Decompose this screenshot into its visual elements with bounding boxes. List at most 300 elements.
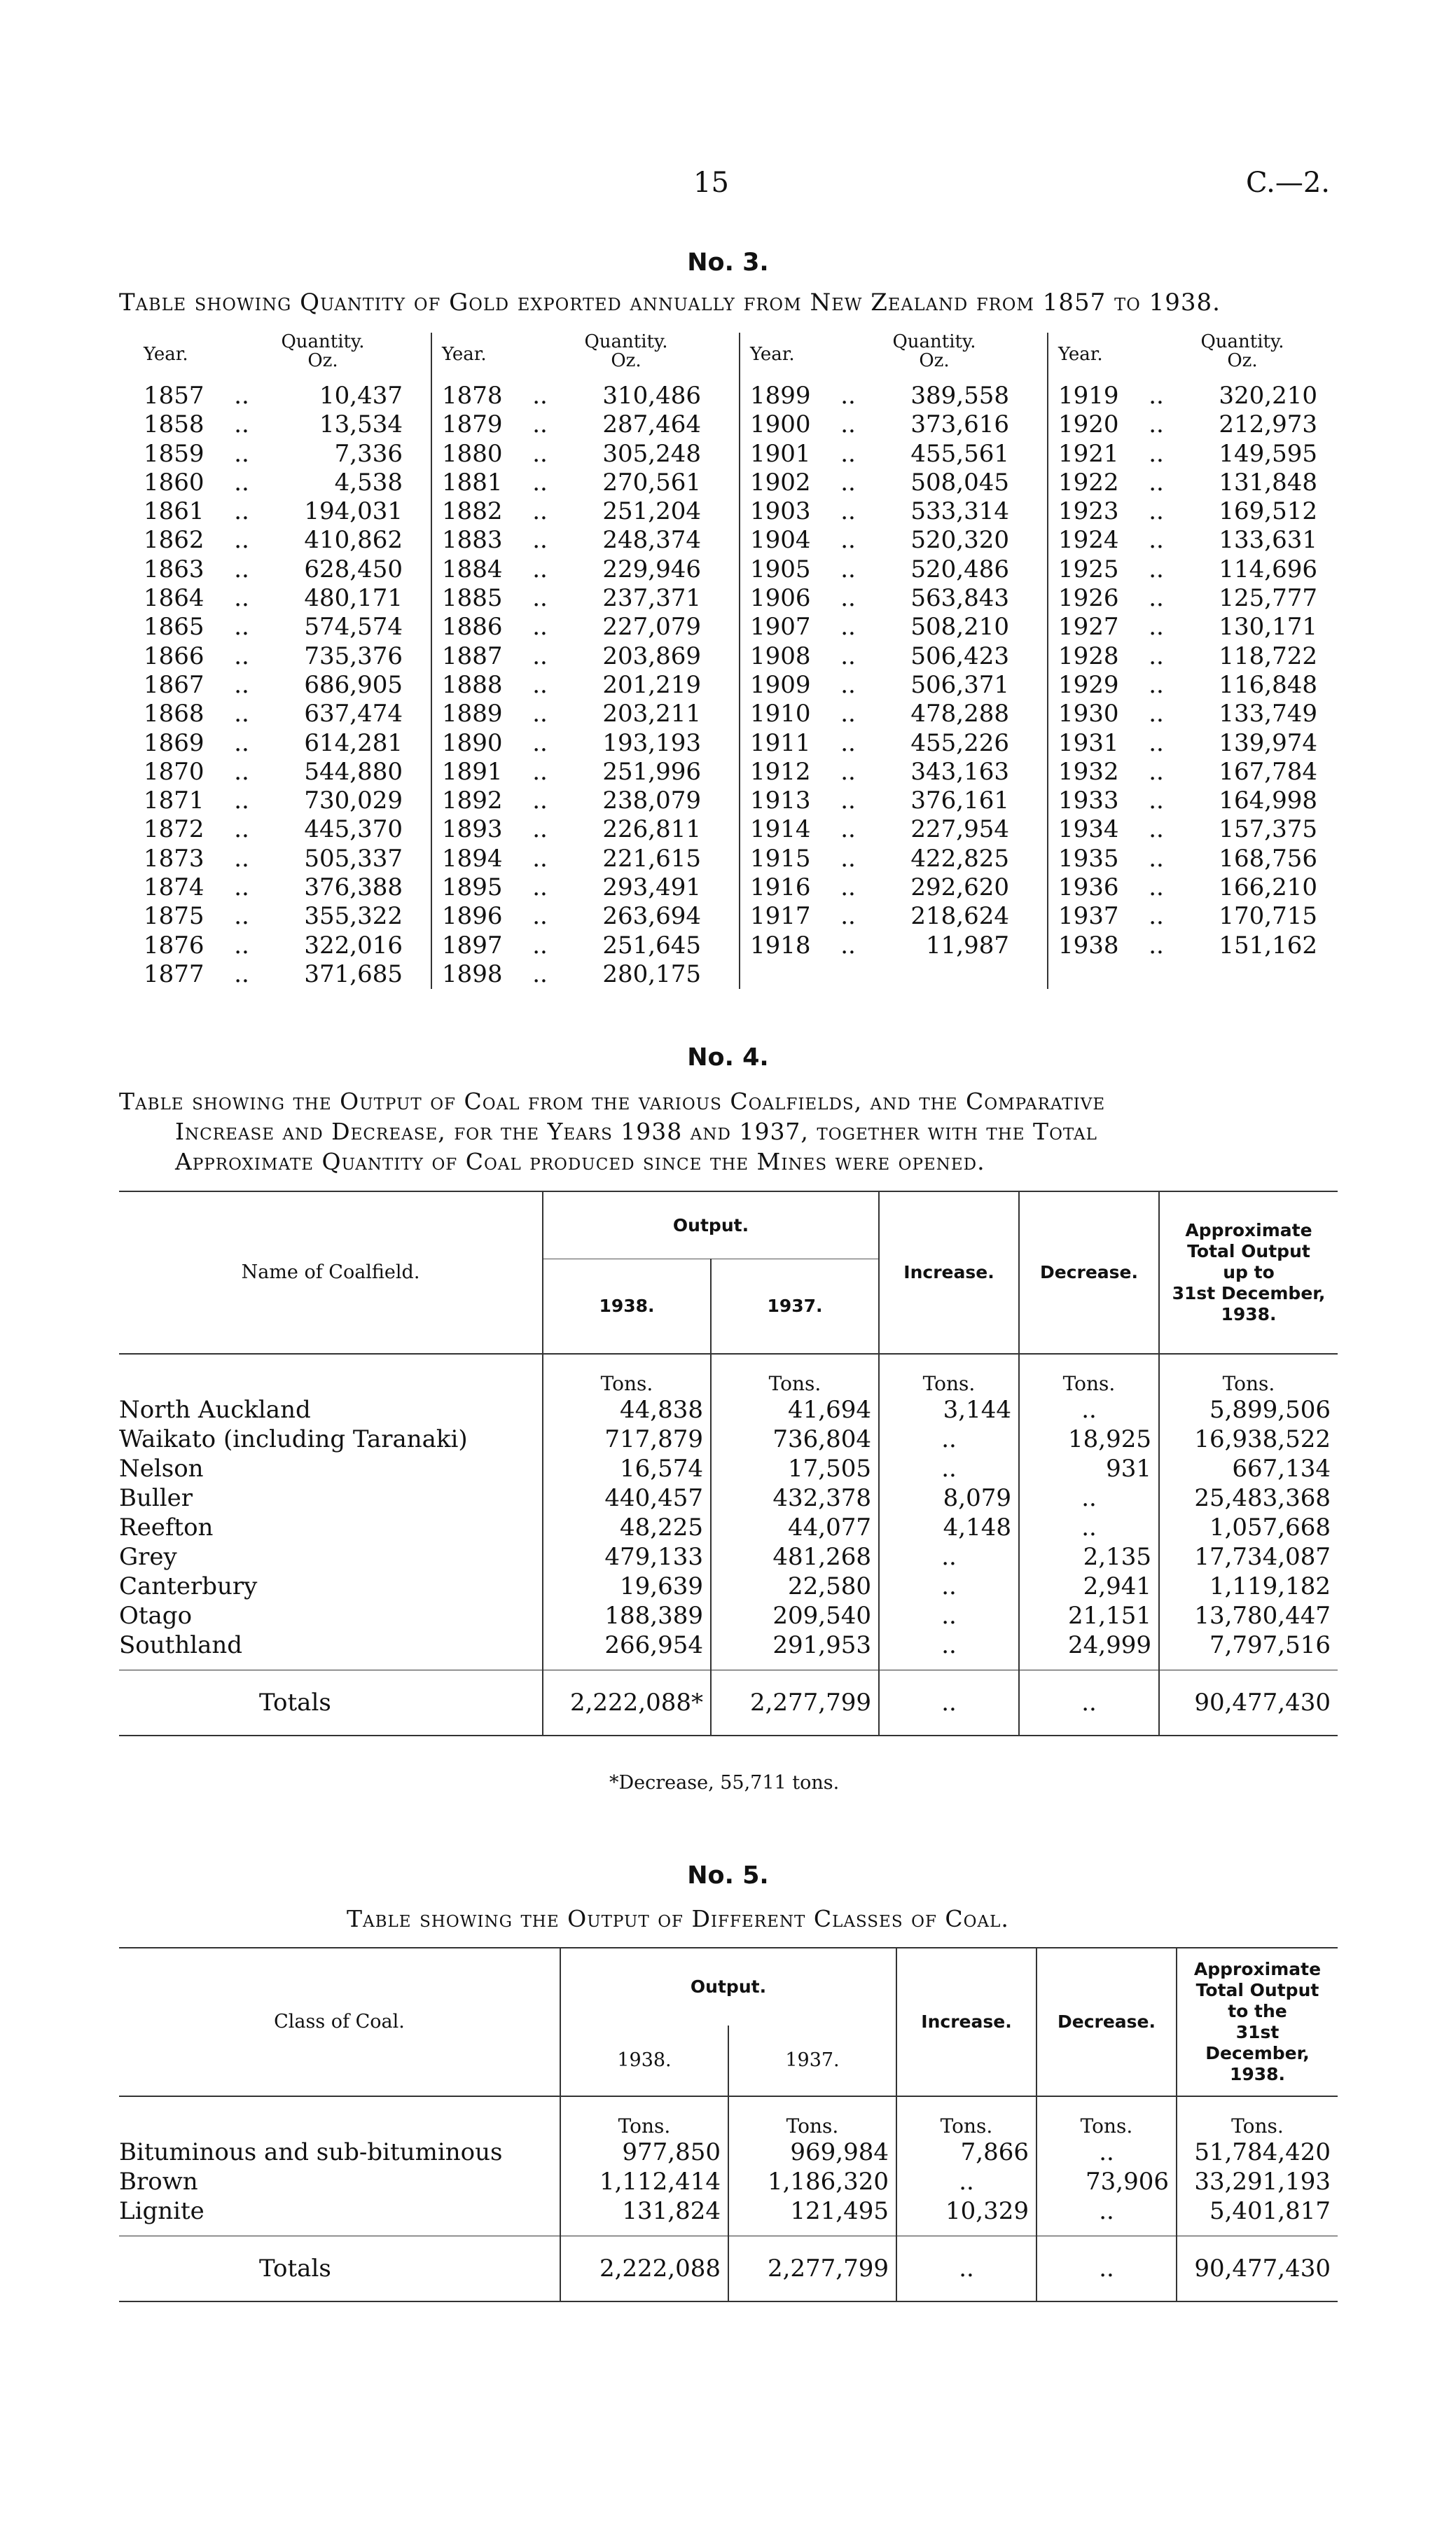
gold-row — [144, 642, 431, 671]
leader-dots: .. — [532, 439, 548, 468]
gold-quantity: 505,337 — [304, 844, 403, 873]
gold-quantity: 637,474 — [304, 700, 403, 728]
coal-output-by-field-table — [119, 1191, 1338, 1736]
leader-dots: .. — [1149, 670, 1164, 699]
table4-caption-line1: Table showing the Output of Coal from the various Coalfields, and the Comparative — [119, 1088, 1106, 1115]
gold-quantity: 7,336 — [334, 439, 403, 468]
gold-quantity: 130,171 — [1219, 613, 1317, 642]
col-decrease-header: Decrease. — [1019, 1191, 1159, 1354]
total-1938: 2,222,088 — [560, 2236, 728, 2302]
leader-dots: .. — [1149, 844, 1164, 873]
gold-quantity: 169,512 — [1219, 497, 1317, 526]
gold-year: 1922 — [1058, 468, 1119, 497]
gold-quantity: 614,281 — [304, 728, 403, 757]
gold-row — [750, 932, 1047, 960]
year-header: Year. — [1058, 344, 1103, 365]
unit-label: Tons. — [896, 2096, 1036, 2138]
output-1937: 121,495 — [728, 2196, 896, 2226]
col-1937-header: 1937. — [728, 2026, 896, 2096]
gold-quantity: 455,561 — [910, 439, 1009, 468]
gold-year: 1919 — [1058, 382, 1119, 410]
col-name-header: Name of Coalfield. — [241, 1261, 420, 1283]
leader-dots: .. — [234, 931, 249, 960]
gold-row — [144, 555, 431, 584]
gold-year: 1896 — [442, 902, 503, 931]
leader-dots: .. — [840, 873, 856, 902]
leader-dots: .. — [1149, 468, 1164, 497]
gold-year: 1874 — [144, 873, 204, 902]
quantity-header — [228, 333, 431, 382]
gold-row — [750, 902, 1047, 931]
output-1938: 977,850 — [560, 2138, 728, 2167]
gold-year: 1936 — [1058, 873, 1119, 902]
leader-dots: .. — [840, 642, 856, 670]
gold-row — [144, 526, 431, 555]
total-output-value: 33,291,193 — [1177, 2167, 1338, 2196]
gold-year: 1858 — [144, 410, 204, 439]
row-name — [119, 2167, 560, 2196]
gold-year: 1911 — [750, 728, 811, 757]
gold-year: 1865 — [144, 613, 204, 642]
gold-year: 1891 — [442, 757, 503, 786]
gold-year: 1932 — [1058, 757, 1119, 786]
gold-quantity: 167,784 — [1219, 757, 1317, 786]
gold-row — [1058, 845, 1355, 873]
gold-row — [1058, 758, 1355, 787]
increase-value: 3,144 — [879, 1395, 1019, 1425]
row-name-text: Canterbury — [119, 1572, 258, 1600]
gold-row — [1058, 729, 1355, 758]
gold-year: 1918 — [750, 931, 811, 960]
output-1937: 736,804 — [711, 1425, 879, 1454]
gold-row — [144, 440, 431, 469]
output-1938: 16,574 — [543, 1454, 711, 1483]
decrease-value: .. — [1019, 1513, 1159, 1542]
year-header: Year. — [750, 344, 795, 365]
col-output-header: Output. — [560, 1948, 896, 2026]
gold-year: 1872 — [144, 815, 204, 844]
leader-dots: .. — [840, 902, 856, 931]
leader-dots: .. — [840, 700, 856, 728]
table5-number: No. 5. — [687, 1862, 769, 1890]
gold-quantity: 227,954 — [910, 815, 1009, 844]
gold-table-block — [431, 333, 739, 989]
row-name — [119, 1630, 543, 1660]
spacer-cell — [1159, 1660, 1338, 1670]
gold-row — [1058, 671, 1355, 700]
gold-quantity: 10,437 — [319, 382, 403, 410]
gold-year: 1884 — [442, 555, 503, 583]
unit-label: Tons. — [543, 1354, 711, 1395]
table-row — [119, 1572, 1338, 1601]
total-header-line: to the — [1228, 2001, 1287, 2021]
gold-year: 1920 — [1058, 410, 1119, 439]
total-output-value: 13,780,447 — [1159, 1601, 1338, 1630]
gold-year: 1927 — [1058, 613, 1119, 642]
totals-row — [119, 1670, 1338, 1736]
gold-quantity: 533,314 — [910, 497, 1009, 526]
leader-dots: .. — [840, 670, 856, 699]
leader-dots: .. — [234, 439, 249, 468]
quantity-header-unit: Oz. — [919, 350, 950, 371]
gold-row — [1058, 613, 1355, 642]
gold-table-header — [750, 333, 1047, 382]
gold-year: 1924 — [1058, 526, 1119, 555]
gold-year: 1881 — [442, 468, 503, 497]
leader-dots: .. — [234, 757, 249, 786]
total-header-line: Approximate — [1193, 1959, 1322, 1979]
gold-quantity: 157,375 — [1219, 815, 1317, 844]
gold-quantity: 238,079 — [602, 787, 701, 815]
gold-row — [442, 700, 739, 728]
gold-quantity: 280,175 — [602, 960, 701, 988]
gold-year: 1904 — [750, 526, 811, 555]
gold-year: 1870 — [144, 757, 204, 786]
gold-quantity: 287,464 — [602, 410, 701, 439]
table3-number: No. 3. — [687, 249, 769, 277]
output-1938: 440,457 — [543, 1483, 711, 1513]
leader-dots: .. — [234, 787, 249, 815]
gold-row — [442, 960, 739, 989]
leader-dots: .. — [1149, 526, 1164, 555]
row-name — [119, 1425, 543, 1454]
output-1937: 432,378 — [711, 1483, 879, 1513]
total-header-line: Total Output — [1187, 1241, 1310, 1261]
page-number: 15 — [693, 167, 729, 199]
leader-dots: .. — [1149, 410, 1164, 439]
leader-dots: .. — [1149, 728, 1164, 757]
row-name-text: Otago — [119, 1602, 193, 1630]
quantity-header-label: Quantity. — [281, 331, 365, 352]
leader-dots: .. — [1149, 873, 1164, 902]
leader-dots: .. — [532, 670, 548, 699]
table-row — [119, 2196, 1338, 2226]
gold-row — [144, 671, 431, 700]
coal-classes-table — [119, 1947, 1338, 2302]
gold-quantity: 114,696 — [1219, 555, 1317, 583]
output-1937: 209,540 — [711, 1601, 879, 1630]
spacer-cell — [728, 2226, 896, 2236]
col-1937-header: 1937. — [711, 1259, 879, 1355]
gold-year: 1907 — [750, 613, 811, 642]
gold-row — [1058, 873, 1355, 902]
total-output-value: 1,057,668 — [1159, 1513, 1338, 1542]
quantity-header — [526, 333, 739, 382]
gold-year: 1864 — [144, 584, 204, 613]
table-row — [119, 1395, 1338, 1425]
leader-dots: .. — [234, 844, 249, 873]
increase-value: .. — [879, 1630, 1019, 1660]
gold-year: 1906 — [750, 584, 811, 613]
gold-year: 1861 — [144, 497, 204, 526]
gold-year: 1877 — [144, 960, 204, 988]
total-output-value: 51,784,420 — [1177, 2138, 1338, 2167]
unit-label: Tons. — [560, 2096, 728, 2138]
increase-value: 4,148 — [879, 1513, 1019, 1542]
gold-quantity: 508,210 — [910, 613, 1009, 642]
gold-row — [442, 382, 739, 410]
year-header: Year. — [442, 344, 487, 365]
grand-total: 90,477,430 — [1159, 1670, 1338, 1736]
gold-quantity: 203,869 — [602, 642, 701, 670]
output-1938: 44,838 — [543, 1395, 711, 1425]
gold-quantity: 226,811 — [602, 815, 701, 844]
totals-label: Totals — [259, 1689, 331, 1717]
unit-label: Tons. — [879, 1354, 1019, 1395]
gold-quantity: 270,561 — [602, 468, 701, 497]
gold-quantity: 201,219 — [602, 670, 701, 699]
row-name-text: Lignite — [119, 2197, 204, 2225]
gold-quantity: 237,371 — [602, 584, 701, 613]
gold-row — [1058, 526, 1355, 555]
total-output-value: 16,938,522 — [1159, 1425, 1338, 1454]
gold-row — [1058, 700, 1355, 728]
gold-year: 1912 — [750, 757, 811, 786]
leader-dots: .. — [532, 757, 548, 786]
decrease-value: 18,925 — [1019, 1425, 1159, 1454]
leader-dots: .. — [234, 468, 249, 497]
gold-quantity: 480,171 — [304, 584, 403, 613]
gold-row — [1058, 440, 1355, 469]
gold-year: 1868 — [144, 700, 204, 728]
gold-quantity: 310,486 — [602, 382, 701, 410]
spacer-cell — [1019, 1660, 1159, 1670]
gold-year: 1929 — [1058, 670, 1119, 699]
gold-row — [442, 758, 739, 787]
gold-quantity: 686,905 — [304, 670, 403, 699]
total-header-line: Total Output — [1195, 1980, 1319, 2000]
total-header-line: 31st December, — [1205, 2022, 1310, 2063]
gold-year: 1931 — [1058, 728, 1119, 757]
leader-dots: .. — [1149, 787, 1164, 815]
increase-value: .. — [896, 2167, 1036, 2196]
unit-label: Tons. — [728, 2096, 896, 2138]
spacer-cell — [543, 1660, 711, 1670]
col-1938-header: 1938. — [560, 2026, 728, 2096]
leader-dots: .. — [532, 815, 548, 844]
gold-year: 1857 — [144, 382, 204, 410]
leader-dots: .. — [532, 873, 548, 902]
spacer-cell — [560, 2226, 728, 2236]
leader-dots: .. — [1149, 382, 1164, 410]
quantity-header-label: Quantity. — [1200, 331, 1284, 352]
increase-value: .. — [879, 1425, 1019, 1454]
gold-quantity: 376,161 — [910, 787, 1009, 815]
gold-row — [442, 932, 739, 960]
table-row — [119, 2138, 1338, 2167]
gold-year: 1897 — [442, 931, 503, 960]
output-1937: 481,268 — [711, 1542, 879, 1572]
leader-dots: .. — [840, 382, 856, 410]
gold-quantity: 730,029 — [304, 787, 403, 815]
gold-quantity: 193,193 — [602, 728, 701, 757]
leader-dots: .. — [840, 439, 856, 468]
table4-footnote: *Decrease, 55,711 tons. — [609, 1772, 840, 1794]
total-output-value: 7,797,516 — [1159, 1630, 1338, 1660]
output-1938: 131,824 — [560, 2196, 728, 2226]
gold-row — [442, 410, 739, 439]
year-header: Year. — [144, 344, 188, 365]
leader-dots: .. — [840, 757, 856, 786]
gold-row — [144, 584, 431, 613]
gold-year: 1883 — [442, 526, 503, 555]
output-1938: 48,225 — [543, 1513, 711, 1542]
row-name-text: Reefton — [119, 1514, 214, 1542]
gold-quantity: 149,595 — [1219, 439, 1317, 468]
gold-year: 1869 — [144, 728, 204, 757]
leader-dots: .. — [234, 613, 249, 642]
quantity-header — [1142, 333, 1355, 382]
gold-row — [144, 410, 431, 439]
leader-dots: .. — [1149, 931, 1164, 960]
gold-row — [750, 526, 1047, 555]
row-name-text: North Auckland — [119, 1396, 311, 1424]
total-output-value: 1,119,182 — [1159, 1572, 1338, 1601]
leader-dots: .. — [840, 410, 856, 439]
table-row — [119, 1483, 1338, 1513]
spacer-cell — [896, 2226, 1036, 2236]
spacer-cell — [879, 1660, 1019, 1670]
leader-dots: .. — [234, 728, 249, 757]
gold-quantity: 389,558 — [910, 382, 1009, 410]
gold-year: 1890 — [442, 728, 503, 757]
leader-dots: .. — [234, 815, 249, 844]
leader-dots: .. — [532, 584, 548, 613]
gold-year: 1893 — [442, 815, 503, 844]
gold-year: 1930 — [1058, 700, 1119, 728]
gold-year: 1925 — [1058, 555, 1119, 583]
table-row — [119, 1513, 1338, 1542]
grand-total: 90,477,430 — [1177, 2236, 1338, 2302]
leader-dots: .. — [234, 555, 249, 583]
gold-year: 1916 — [750, 873, 811, 902]
leader-dots: .. — [234, 700, 249, 728]
gold-year: 1888 — [442, 670, 503, 699]
leader-dots: .. — [532, 728, 548, 757]
leader-dots: .. — [1149, 555, 1164, 583]
output-1937: 41,694 — [711, 1395, 879, 1425]
gold-row — [144, 758, 431, 787]
gold-row — [144, 613, 431, 642]
gold-table-block — [739, 333, 1047, 989]
gold-row — [750, 729, 1047, 758]
increase-value: .. — [879, 1454, 1019, 1483]
gold-row — [750, 873, 1047, 902]
increase-value: .. — [879, 1601, 1019, 1630]
gold-row — [144, 382, 431, 410]
gold-quantity: 373,616 — [910, 410, 1009, 439]
gold-table-block — [1047, 333, 1355, 989]
quantity-header-unit: Oz. — [1227, 350, 1258, 371]
output-1937: 291,953 — [711, 1630, 879, 1660]
gold-row — [750, 497, 1047, 526]
gold-year: 1886 — [442, 613, 503, 642]
total-header-line: up to — [1223, 1262, 1275, 1282]
leader-dots: .. — [840, 526, 856, 555]
row-name — [119, 1483, 543, 1513]
leader-dots: .. — [234, 584, 249, 613]
leader-dots: .. — [1149, 584, 1164, 613]
gold-row — [1058, 787, 1355, 815]
gold-table-header — [1058, 333, 1355, 382]
gold-quantity: 166,210 — [1219, 873, 1317, 902]
decrease-value: .. — [1019, 1483, 1159, 1513]
gold-row — [1058, 642, 1355, 671]
gold-year: 1873 — [144, 844, 204, 873]
row-name — [119, 1542, 543, 1572]
gold-year: 1938 — [1058, 931, 1119, 960]
increase-value: 8,079 — [879, 1483, 1019, 1513]
leader-dots: .. — [532, 844, 548, 873]
gold-row — [750, 584, 1047, 613]
gold-quantity: 11,987 — [926, 931, 1009, 960]
leader-dots: .. — [532, 497, 548, 526]
gold-row — [750, 440, 1047, 469]
gold-quantity: 355,322 — [304, 902, 403, 931]
gold-year: 1905 — [750, 555, 811, 583]
gold-row — [442, 642, 739, 671]
spacer-cell — [119, 1354, 543, 1395]
gold-year: 1892 — [442, 787, 503, 815]
total-increase: .. — [896, 2236, 1036, 2302]
gold-row — [144, 815, 431, 844]
gold-year: 1871 — [144, 787, 204, 815]
decrease-value: .. — [1036, 2138, 1177, 2167]
gold-quantity: 263,694 — [602, 902, 701, 931]
output-1938: 266,954 — [543, 1630, 711, 1660]
gold-row — [750, 815, 1047, 844]
leader-dots: .. — [234, 497, 249, 526]
gold-row — [144, 932, 431, 960]
gold-year: 1908 — [750, 642, 811, 670]
gold-quantity: 376,388 — [304, 873, 403, 902]
gold-year: 1903 — [750, 497, 811, 526]
unit-label: Tons. — [1177, 2096, 1338, 2138]
leader-dots: .. — [532, 642, 548, 670]
gold-row — [750, 469, 1047, 497]
unit-label: Tons. — [1019, 1354, 1159, 1395]
gold-quantity: 13,534 — [319, 410, 403, 439]
row-name-text: Southland — [119, 1631, 243, 1659]
gold-year: 1862 — [144, 526, 204, 555]
leader-dots: .. — [840, 787, 856, 815]
leader-dots: .. — [532, 382, 548, 410]
col-1938-header: 1938. — [543, 1259, 711, 1355]
gold-quantity: 292,620 — [910, 873, 1009, 902]
gold-row — [1058, 815, 1355, 844]
output-1937: 44,077 — [711, 1513, 879, 1542]
col-class-header: Class of Coal. — [274, 2011, 405, 2033]
total-1937: 2,277,799 — [711, 1670, 879, 1736]
leader-dots: .. — [840, 815, 856, 844]
output-1937: 969,984 — [728, 2138, 896, 2167]
gold-year: 1923 — [1058, 497, 1119, 526]
gold-row — [750, 382, 1047, 410]
gold-quantity: 478,288 — [910, 700, 1009, 728]
total-output-value: 667,134 — [1159, 1454, 1338, 1483]
leader-dots: .. — [532, 468, 548, 497]
gold-row — [1058, 382, 1355, 410]
spacer-cell — [1177, 2226, 1338, 2236]
decrease-value: 2,941 — [1019, 1572, 1159, 1601]
leader-dots: .. — [234, 873, 249, 902]
gold-quantity: 628,450 — [304, 555, 403, 583]
gold-quantity: 218,624 — [910, 902, 1009, 931]
decrease-value: 931 — [1019, 1454, 1159, 1483]
leader-dots: .. — [532, 613, 548, 642]
leader-dots: .. — [840, 844, 856, 873]
leader-dots: .. — [532, 555, 548, 583]
